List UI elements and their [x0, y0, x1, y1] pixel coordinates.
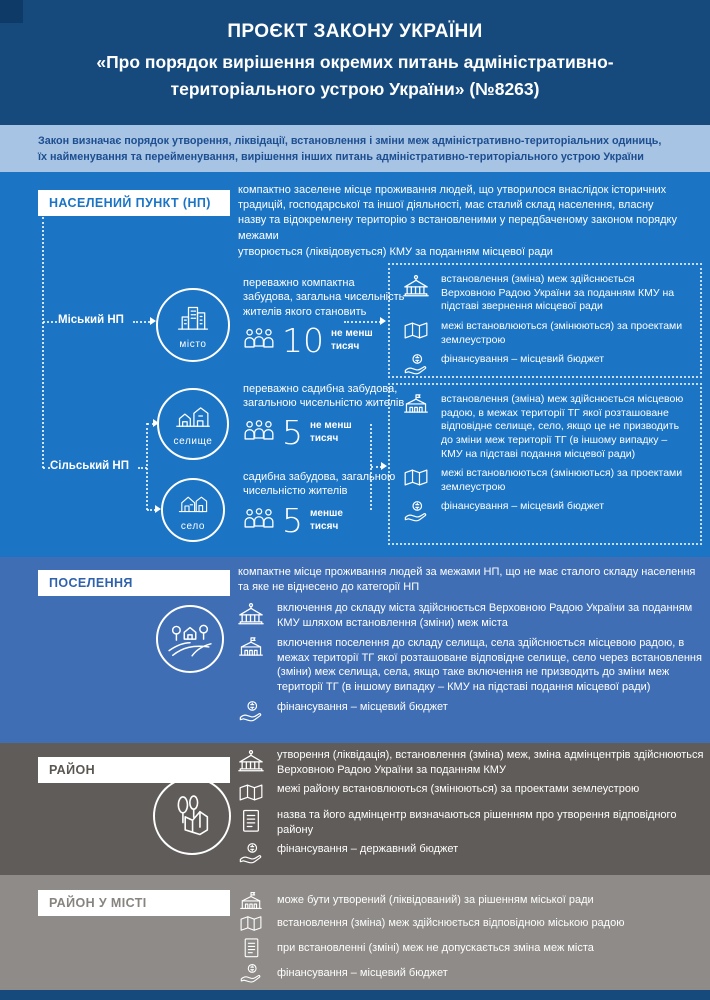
np-definition: компактно заселене місце проживання людей, що утворилося внаслідок історичних традицій, господарської та іншої діяльності, має сталий склад населення, власну назву та відокремлену територію з встановленими у передбаченому законом порядку межами [238, 184, 677, 242]
detail-item [236, 891, 704, 910]
count-note-line: тисяч [310, 521, 339, 533]
detail-text: назва та його адмінцентр визначаються рішенням про утворення відповідного району [277, 809, 677, 836]
count-note-line: тисяч [310, 433, 339, 445]
count-number: 5 [282, 412, 303, 452]
section-city-district [0, 875, 710, 990]
document-icon [236, 808, 266, 834]
city-icon [175, 300, 211, 338]
map-icon [236, 914, 266, 933]
detail-text: фінансування – місцевий бюджет [441, 353, 605, 366]
document-icon [236, 937, 266, 959]
rural-np-label: Сільський НП [50, 460, 130, 472]
count-number: 10 [282, 320, 324, 360]
map-icon [402, 467, 430, 488]
section-label-np: НАСЕЛЕНИЙ ПУНКТ (НП) [38, 190, 230, 216]
population-count [243, 500, 405, 540]
detail-text: фінансування – місцевий бюджет [441, 500, 605, 513]
detail-text: може бути утворений (ліквідований) за рішенням міської ради [277, 894, 594, 907]
finance-icon [402, 500, 430, 523]
section-label-settlement: ПОСЕЛЕННЯ [38, 570, 230, 596]
finance-icon [236, 842, 266, 865]
count-note [310, 507, 343, 533]
section-settlement [0, 557, 710, 743]
section-district [0, 743, 710, 875]
detail-text: утворення (ліквідація), встановлення (зміна) меж, зміна адмінцентрів здійснюються Верховною Радою України за поданням КМУ [277, 749, 704, 776]
law-title: «Про порядок вирішення окремих питань адміністративно-територіального устрою України» (№8263) [96, 52, 614, 100]
count-note-line: не менш [331, 328, 373, 340]
parliament-icon [402, 273, 430, 298]
count-note [310, 419, 352, 445]
detail-item [236, 914, 704, 933]
village-description [243, 382, 405, 452]
detail-item [236, 601, 704, 630]
detail-item [402, 273, 688, 314]
detail-text: встановлення (зміна) меж здійснюється Верховною Радою України за поданням КМУ на підставі звернення місцевої ради [441, 273, 675, 313]
corner-accent [0, 0, 23, 23]
landscape-icon [167, 616, 213, 663]
council-building-icon [236, 636, 266, 657]
city-circle [156, 288, 230, 362]
header [0, 0, 710, 125]
people-icon [243, 419, 275, 445]
detail-item [402, 500, 688, 523]
settlement-items [236, 601, 704, 723]
detail-text: встановлення (зміна) меж здійснюється місцевою радою, в межах території ТГ якої розташоване відповідне селище, село, якщо це не призводить до зміни меж території ТГ (в іншому випадку – КМУ на підставі подання місцевої ради) [441, 393, 684, 460]
dotted-connector [146, 423, 148, 510]
city-district-items [236, 891, 704, 984]
detail-text: включення поселення до складу селища, села здійснюється місцевою радою, в межах території ТГ якої розташоване відповідне селище, село через встановлення (зміни) меж селища, села, якщо таке включення не призводить до зміни меж території ТГ (в іншому випадку – КМУ на підставі подання місцевої ради) [277, 637, 702, 693]
council-building-icon [236, 891, 266, 910]
parliament-icon [236, 601, 266, 626]
law-summary: Закон визначає порядок утворення, ліквідації, встановлення і зміни меж адміністративно-територіальних одиниць, їх найменування та перейменування, вирішення інших питань адміністративно-територіального устрою України [38, 135, 662, 164]
council-building-icon [402, 393, 430, 414]
village-icon [175, 401, 211, 435]
section-label-district: РАЙОН [38, 757, 230, 783]
map-icon [402, 320, 430, 341]
detail-text: фінансування – місцевий бюджет [277, 701, 448, 714]
dotted-connector [43, 467, 50, 469]
city-description [243, 276, 405, 360]
population-count [243, 412, 405, 452]
footer-bar [0, 990, 710, 1000]
detail-item [236, 808, 704, 837]
detail-item [236, 748, 704, 777]
type-name: село [180, 520, 206, 532]
house-circle [161, 478, 225, 542]
detail-item [236, 700, 704, 723]
finance-icon [236, 700, 266, 723]
people-icon [243, 507, 275, 533]
urban-np-label: Міський НП [58, 314, 124, 326]
district-items [236, 748, 704, 865]
dotted-connector [43, 321, 57, 323]
finance-icon [236, 963, 266, 984]
house-description [243, 470, 405, 540]
detail-item [402, 467, 688, 494]
settlement-circle [156, 605, 224, 673]
type-name: місто [179, 339, 207, 350]
detail-item [402, 320, 688, 347]
detail-item [402, 353, 688, 376]
people-icon [243, 327, 275, 353]
detail-text: при встановленні (зміні) меж не допускається зміна меж міста [277, 941, 594, 954]
summary-band [0, 125, 710, 172]
district-circle [153, 777, 231, 855]
dotted-connector [42, 217, 44, 468]
type-desc: переважно садибна забудова, загальною чисельністю жителів [243, 383, 405, 410]
detail-text: фінансування – державний бюджет [277, 843, 459, 856]
type-desc: переважно компактна забудова, загальна чисельність жителів якого становить [243, 277, 405, 318]
detail-item [236, 782, 704, 803]
detail-item [402, 393, 688, 461]
village-circle [157, 388, 229, 460]
detail-item [236, 842, 704, 865]
detail-text: межі району встановлюються (змінюються) за проектами землеустрою [277, 783, 640, 796]
detail-item [236, 937, 704, 959]
detail-text: межі встановлюються (змінюються) за проектами землеустрою [441, 319, 683, 346]
detail-item [236, 963, 704, 984]
np-creation-rule: утворюється (ліквідовується) КМУ за поданням місцевої ради [238, 246, 553, 258]
detail-item [236, 636, 704, 694]
section-settlement-point [0, 172, 710, 557]
count-note-line: тисяч [331, 341, 360, 353]
section-label-city-district: РАЙОН У МІСТІ [38, 890, 230, 916]
settlement-definition: компактне місце проживання людей за межами НП, що не має сталого складу населення та яке не віднесено до категорії НП [238, 566, 696, 594]
detail-text: межі встановлюються (змінюються) за проектами землеустрою [441, 467, 683, 493]
population-count [243, 320, 405, 360]
count-number: 5 [282, 500, 303, 540]
house-icon [177, 489, 209, 520]
rural-np-details-box [388, 383, 702, 545]
parliament-icon [236, 748, 266, 773]
count-note-line: не менш [310, 420, 352, 432]
detail-text: фінансування – місцевий бюджет [277, 967, 448, 980]
count-note-line: менше [310, 508, 343, 520]
dotted-connector [133, 321, 150, 323]
urban-np-details-box [388, 263, 702, 378]
detail-text: включення до складу міста здійснюється Верховною Радою України за поданням КМУ шляхом встановлення (зміни) меж міста [277, 602, 693, 629]
type-desc: садибна забудова, загальною чисельністю жителів [243, 471, 396, 498]
count-note [331, 327, 373, 353]
district-map-icon [167, 789, 217, 844]
finance-icon [402, 353, 430, 376]
detail-text: встановлення (зміна) меж здійснюється відповідною міською радою [277, 917, 625, 930]
type-name: селище [173, 436, 213, 447]
map-icon [236, 782, 266, 803]
page-title: ПРОЄКТ ЗАКОНУ УКРАЇНИ [227, 21, 483, 42]
